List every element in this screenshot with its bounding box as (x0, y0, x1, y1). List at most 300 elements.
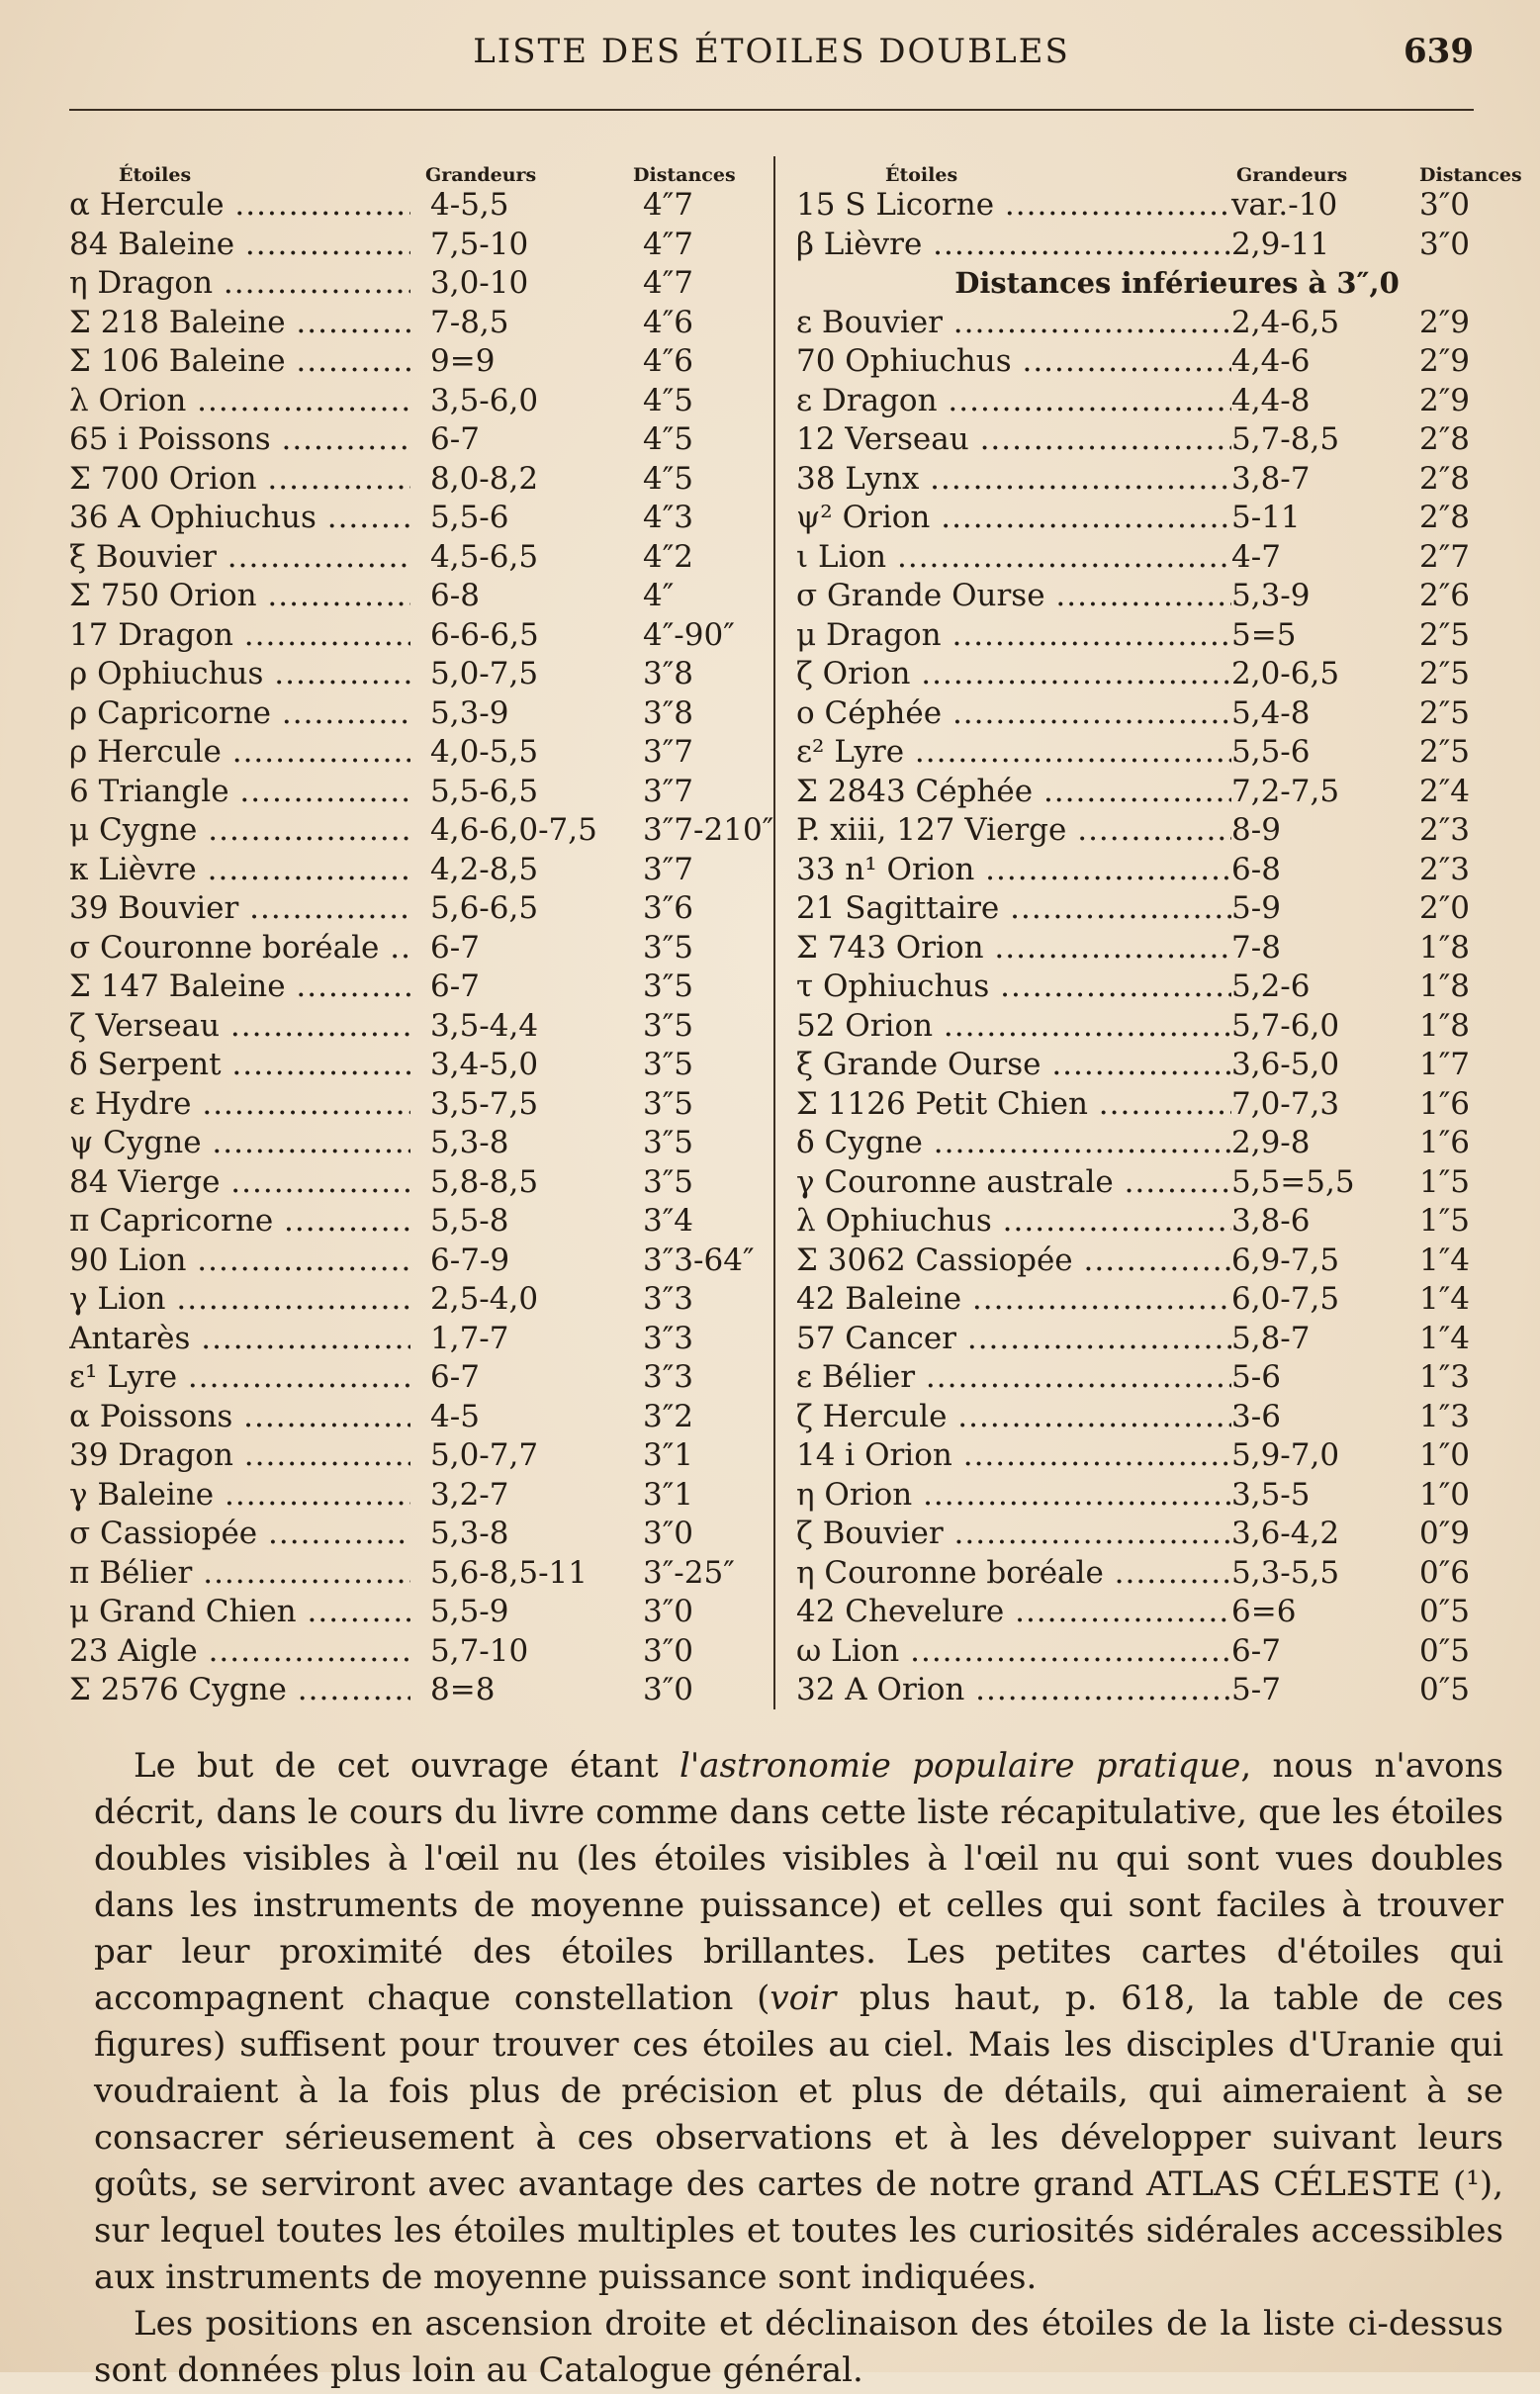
magnitude: 5,3-9 (1231, 578, 1311, 613)
table-row (69, 1007, 762, 1047)
star-name: ξ Bouvier ..... (69, 538, 410, 578)
magnitude: 5-7 (1231, 1672, 1281, 1707)
distance: 4″ (643, 578, 675, 613)
star-name: Σ 750 Orion ..... (69, 577, 410, 616)
star-name: 52 Orion ..... (796, 1007, 1231, 1047)
table-row (69, 264, 762, 304)
magnitude: 3,5-4,4 (430, 1007, 539, 1044)
magnitude: 4,4-8 (1231, 382, 1311, 418)
table-row (796, 1515, 1498, 1554)
table-row (69, 1085, 762, 1125)
table-row (69, 1280, 762, 1320)
table-row (796, 382, 1498, 421)
paragraph-1-end: plus haut, p. 618, la table de ces figures) suffisent pour trouver ces étoiles au ciel. Mais les disciples d'Uranie qui voudraient à la fois plus de précision et plus de détails, qui aimeraient à se consacrer sérieusement à ces observations et à les développer suivant leurs goûts, se serviront avec avantage des cartes de notre grand ATLAS CÉLESTE (¹), sur lequel toutes les étoiles multiples et toutes les curiosités sidérales accessibles aux instruments de moyenne puissance sont indiquées. (94, 1979, 1503, 2297)
star-name: ρ Hercule ..... (69, 733, 410, 773)
distance: 3″3-64″ (643, 1242, 755, 1278)
star-name: 42 Baleine ..... (796, 1280, 1231, 1320)
table-row (69, 889, 762, 929)
table-row (69, 733, 762, 773)
magnitude: 2,9-11 (1231, 226, 1330, 262)
distances-header: Distances (1419, 164, 1522, 186)
magnitude: var.-10 (1231, 187, 1338, 223)
magnitude: 3-6 (1231, 1398, 1281, 1434)
table-row (69, 1554, 762, 1594)
magnitude: 6,9-7,5 (1231, 1242, 1340, 1278)
table-row (796, 1632, 1498, 1672)
star-name: π Bélier ..... (69, 1554, 410, 1594)
paragraph-1-italic-2: voir (770, 1979, 837, 2018)
distance: 3″7-210″ (643, 812, 774, 848)
distance: 3″0 (643, 1632, 694, 1669)
magnitude: 8,0-8,2 (430, 460, 539, 497)
star-name: Σ 147 Baleine ..... (69, 967, 410, 1007)
table-row (796, 1671, 1498, 1710)
table-row (69, 929, 762, 968)
magnitude: 8=8 (430, 1672, 496, 1707)
distance: 3″5 (643, 1047, 694, 1082)
table-row (69, 1124, 762, 1163)
table-row (796, 538, 1498, 578)
star-name: 39 Bouvier ..... (69, 889, 410, 929)
magnitude: 6,0-7,5 (1231, 1281, 1340, 1317)
star-name: ε Bélier ..... (796, 1358, 1231, 1398)
star-name: δ Cygne ..... (796, 1124, 1231, 1163)
distance: 4″5 (643, 421, 694, 457)
distance: 3″7 (643, 773, 694, 809)
star-name: 32 A Orion ..... (796, 1671, 1231, 1710)
table-row (796, 811, 1498, 851)
table-row (69, 342, 762, 382)
star-name: Σ 1126 Petit Chien ..... (796, 1085, 1231, 1125)
magnitude: 6-7 (430, 1359, 480, 1395)
distance: 1″4 (1419, 1242, 1471, 1278)
distance: 0″5 (1419, 1632, 1471, 1669)
star-name: ε² Lyre ..... (796, 733, 1231, 773)
paragraph-1 (94, 1743, 1503, 2301)
magnitude: 2,9-8 (1231, 1125, 1311, 1160)
star-name: ζ Bouvier ..... (796, 1515, 1231, 1554)
distance: 3″1 (643, 1437, 694, 1473)
distance: 1″0 (1419, 1476, 1471, 1513)
magnitude: 4,0-5,5 (430, 734, 539, 770)
table-row (69, 499, 762, 538)
magnitude: 5,3-8 (430, 1516, 509, 1551)
star-name: Antarès ..... (69, 1320, 410, 1359)
distance: 2″5 (1419, 694, 1471, 731)
table-row (69, 851, 762, 890)
column-divider (773, 156, 775, 1709)
magnitude: 2,5-4,0 (430, 1281, 539, 1317)
distance: 3″5 (643, 1007, 694, 1044)
star-name: Σ 218 Baleine ..... (69, 304, 410, 343)
distance: 1″6 (1419, 1085, 1471, 1122)
table-row (69, 811, 774, 851)
magnitudes-header: Grandeurs (425, 164, 537, 186)
magnitude: 4-7 (1231, 538, 1281, 575)
star-name: γ Lion ..... (69, 1280, 410, 1320)
magnitude: 6-7-9 (430, 1242, 510, 1278)
table-row (69, 538, 762, 578)
page-header (69, 32, 1474, 71)
table-row (69, 420, 762, 460)
star-name: μ Grand Chien ..... (69, 1593, 410, 1632)
paragraph-1-middle: , nous n'avons décrit, dans le cours du livre comme dans cette liste récapitulative, que les étoiles doubles visibles à l'œil nu (les étoiles visibles à l'œil nu qui sont vues doubles dans les instruments de moyenne puissance) et celles qui sont faciles à trouver par leur proximité des étoiles brillantes. Les petites cartes d'étoiles qui accompagnent chaque constellation ( (94, 1746, 1503, 2018)
star-name: Σ 2843 Céphée ..... (796, 773, 1231, 812)
magnitude: 5,5-6 (430, 500, 509, 535)
right-table-header (796, 156, 1522, 186)
paragraph-1-start: Le but de cet ouvrage étant (134, 1746, 679, 1786)
star-name: 65 i Poissons ..... (69, 420, 410, 460)
table-row (69, 616, 762, 656)
table-row (69, 1163, 762, 1203)
table-row (796, 967, 1498, 1007)
table-row (69, 773, 762, 812)
star-name: 57 Cancer ..... (796, 1320, 1231, 1359)
table-row (796, 1320, 1498, 1359)
magnitude: 2,0-6,5 (1231, 656, 1340, 691)
table-row (69, 1320, 762, 1359)
magnitude: 5,6-6,5 (430, 890, 539, 926)
star-name: ζ Orion ..... (796, 655, 1231, 694)
magnitude: 5,7-8,5 (1231, 421, 1340, 457)
star-name: ω Lion ..... (796, 1632, 1231, 1672)
magnitude: 6-8 (430, 578, 480, 613)
star-name: 84 Vierge ..... (69, 1163, 410, 1203)
table-row (69, 1242, 762, 1281)
table-row (796, 929, 1498, 968)
magnitude: 7-8,5 (430, 304, 509, 340)
distance: 3″1 (643, 1476, 694, 1513)
star-name: 39 Dragon ..... (69, 1436, 410, 1476)
star-name: ε Bouvier ..... (796, 304, 1231, 343)
star-name: η Orion ..... (796, 1476, 1231, 1516)
magnitude: 5,5=5,5 (1231, 1163, 1355, 1200)
distance: 1″8 (1419, 968, 1471, 1004)
star-name: 6 Triangle ..... (69, 773, 410, 812)
table-row (69, 1515, 762, 1554)
star-name: 84 Baleine ..... (69, 226, 410, 265)
table-row (796, 1163, 1498, 1203)
distance: 3″7 (643, 851, 694, 887)
magnitude: 6-7 (430, 968, 480, 1004)
star-name: μ Dragon ..... (796, 616, 1231, 656)
star-name: 36 A Ophiuchus ..... (69, 499, 410, 538)
running-title: LISTE DES ÉTOILES DOUBLES (473, 32, 1070, 71)
magnitude: 5,7-6,0 (1231, 1007, 1340, 1044)
distance: 0″5 (1419, 1672, 1471, 1707)
table-row (796, 460, 1498, 500)
magnitude: 4-5 (430, 1398, 480, 1434)
table-row (69, 304, 762, 343)
distance: 4″5 (643, 460, 694, 497)
distance: 2″9 (1419, 304, 1471, 340)
star-name: κ Lièvre ..... (69, 851, 410, 890)
star-name: ψ² Orion ..... (796, 499, 1231, 538)
magnitude: 3,5-5 (1231, 1476, 1311, 1513)
body-text (94, 1743, 1503, 2394)
distance: 3″5 (643, 929, 694, 966)
distance: 3″-25″ (643, 1554, 735, 1591)
distance: 3″0 (1419, 226, 1471, 262)
table-row (796, 1242, 1498, 1281)
distance: 0″6 (1419, 1554, 1471, 1591)
table-row (796, 733, 1498, 773)
distance: 3″5 (643, 1163, 694, 1200)
table-row (69, 1358, 762, 1398)
distance: 1″3 (1419, 1359, 1471, 1395)
star-name: 12 Verseau ..... (796, 420, 1231, 460)
magnitudes-header: Grandeurs (1236, 164, 1348, 186)
table-row (69, 1398, 762, 1437)
distance: 2″3 (1419, 851, 1471, 887)
star-name: 23 Aigle ..... (69, 1632, 410, 1672)
magnitude: 4-5,5 (430, 187, 509, 223)
magnitude: 5,5-8 (430, 1203, 509, 1239)
table-row (69, 577, 762, 616)
table-row (796, 1398, 1498, 1437)
distance: 3″8 (643, 694, 694, 731)
magnitude: 7-8 (1231, 929, 1281, 966)
star-name: λ Ophiuchus ..... (796, 1202, 1231, 1242)
double-stars-tables (69, 156, 1522, 1719)
magnitude: 3,6-5,0 (1231, 1047, 1340, 1082)
magnitude: 9=9 (430, 343, 496, 379)
magnitude: 3,4-5,0 (430, 1047, 539, 1082)
magnitude: 5,9-7,0 (1231, 1437, 1340, 1473)
star-name: P. xiii, 127 Vierge ..... (796, 811, 1231, 851)
star-name: ο Céphée ..... (796, 694, 1231, 734)
star-name: Σ 2576 Cygne ..... (69, 1671, 410, 1710)
magnitude: 3,6-4,2 (1231, 1516, 1340, 1551)
distance: 3″5 (643, 1085, 694, 1122)
stars-header: Étoiles (885, 164, 958, 186)
magnitude: 5-11 (1231, 500, 1301, 535)
magnitude: 3,2-7 (430, 1476, 509, 1513)
star-name: δ Serpent ..... (69, 1046, 410, 1085)
star-name: 38 Lynx ..... (796, 460, 1231, 500)
magnitude: 5,0-7,5 (430, 656, 539, 691)
table-row (796, 1124, 1498, 1163)
table-row (796, 1007, 1498, 1047)
table-row (796, 694, 1498, 734)
distance: 2″9 (1419, 343, 1471, 379)
table-row (796, 577, 1498, 616)
distance: 2″0 (1419, 890, 1471, 926)
distance: 3″5 (643, 1125, 694, 1160)
table-row (796, 1085, 1498, 1125)
table-row (796, 1046, 1498, 1085)
star-name: σ Cassiopée ..... (69, 1515, 410, 1554)
magnitude: 4,5-6,5 (430, 538, 539, 575)
distance: 2″4 (1419, 773, 1471, 809)
distance: 2″6 (1419, 578, 1471, 613)
distances-header: Distances (633, 164, 736, 186)
table-row (796, 773, 1498, 812)
star-name: τ Ophiuchus ..... (796, 967, 1231, 1007)
magnitude: 5,5-6 (1231, 734, 1311, 770)
table-row (796, 1476, 1498, 1516)
star-name: ε Hydre ..... (69, 1085, 410, 1125)
distance: 3″5 (643, 968, 694, 1004)
magnitude: 5,7-10 (430, 1632, 529, 1669)
distance: 4″2 (643, 538, 694, 575)
magnitude: 4,2-8,5 (430, 851, 539, 887)
paragraph-2: Les positions en ascension droite et déclinaison des étoiles de la liste ci-dessus sont données plus loin au Catalogue général. (94, 2304, 1503, 2390)
magnitude: 5,2-6 (1231, 968, 1311, 1004)
magnitude: 3,0-10 (430, 265, 529, 301)
distance: 4″6 (643, 343, 694, 379)
table-row (796, 1554, 1498, 1594)
star-name: ζ Verseau ..... (69, 1007, 410, 1047)
magnitude: 4,4-6 (1231, 343, 1311, 379)
star-name: 15 S Licorne ..... (796, 186, 1231, 226)
star-name: α Poissons ..... (69, 1398, 410, 1437)
star-name: Σ 700 Orion ..... (69, 460, 410, 500)
distance: 3″8 (643, 656, 694, 691)
magnitude: 3,8-7 (1231, 460, 1311, 497)
distance: 2″7 (1419, 538, 1471, 575)
magnitude: 5,8-7 (1231, 1320, 1311, 1356)
distance: 1″5 (1419, 1203, 1471, 1239)
distance: 3″0 (643, 1516, 694, 1551)
distance: 3″6 (643, 890, 694, 926)
distance: 2″5 (1419, 616, 1471, 653)
table-row (796, 1436, 1498, 1476)
distance: 3″3 (643, 1281, 694, 1317)
star-name: σ Couronne boréale ..... (69, 929, 410, 968)
magnitude: 7,2-7,5 (1231, 773, 1340, 809)
table-row (796, 304, 1498, 343)
magnitude: 6=6 (1231, 1594, 1297, 1629)
star-name: π Capricorne ..... (69, 1202, 410, 1242)
magnitude: 8-9 (1231, 812, 1281, 848)
magnitude: 6-7 (1231, 1632, 1281, 1669)
magnitude: 5,5-6,5 (430, 773, 539, 809)
distance: 4″5 (643, 382, 694, 418)
distance: 2″8 (1419, 421, 1471, 457)
table-row (69, 655, 762, 694)
distance: 4″6 (643, 304, 694, 340)
table-row (796, 851, 1498, 890)
distance: 2″9 (1419, 382, 1471, 418)
table-row (69, 382, 762, 421)
magnitude: 6-6-6,5 (430, 616, 539, 653)
distance: 1″8 (1419, 929, 1471, 966)
table-row (69, 694, 762, 734)
magnitude: 3,8-6 (1231, 1203, 1311, 1239)
magnitude: 5-9 (1231, 890, 1281, 926)
magnitude: 6-8 (1231, 851, 1281, 887)
star-name: 21 Sagittaire ..... (796, 889, 1231, 929)
left-table (69, 156, 774, 1710)
magnitude: 6-7 (430, 421, 480, 457)
distance: 1″3 (1419, 1398, 1471, 1434)
table-row (69, 226, 762, 265)
table-row (796, 1593, 1498, 1632)
distance: 2″5 (1419, 734, 1471, 770)
magnitude: 5=5 (1231, 616, 1297, 653)
table-row (69, 1046, 762, 1085)
magnitude: 1,7-7 (430, 1320, 509, 1356)
magnitude: 5,3-5,5 (1231, 1554, 1340, 1591)
magnitude: 5,6-8,5-11 (430, 1554, 588, 1591)
star-name: ψ Cygne ..... (69, 1124, 410, 1163)
distance: 3″0 (643, 1594, 694, 1629)
star-name: α Hercule ..... (69, 186, 410, 226)
star-name: Σ 743 Orion ..... (796, 929, 1231, 968)
star-name: ε Dragon ..... (796, 382, 1231, 421)
star-name: σ Grande Ourse ..... (796, 577, 1231, 616)
table-row (69, 186, 762, 226)
star-name: Σ 3062 Cassiopée ..... (796, 1242, 1231, 1281)
distance: 3″7 (643, 734, 694, 770)
table-row (796, 889, 1498, 929)
distance: 2″5 (1419, 656, 1471, 691)
distance: 1″0 (1419, 1437, 1471, 1473)
star-name: 90 Lion ..... (69, 1242, 410, 1281)
distance: 4″-90″ (643, 616, 735, 653)
table-row (796, 499, 1498, 538)
distance: 1″4 (1419, 1281, 1471, 1317)
distance: 4″7 (643, 265, 694, 301)
magnitude: 5,5-9 (430, 1594, 509, 1629)
distance: 4″3 (643, 500, 694, 535)
star-name: λ Orion ..... (69, 382, 410, 421)
table-row (69, 1476, 762, 1516)
table-row (796, 420, 1498, 460)
magnitude: 2,4-6,5 (1231, 304, 1340, 340)
paragraph-1-italic-1: l'astronomie populaire pratique (679, 1746, 1241, 1786)
right-table (796, 156, 1522, 1710)
magnitude: 5,3-9 (430, 694, 509, 731)
table-row (796, 186, 1498, 226)
distance: 3″3 (643, 1320, 694, 1356)
star-name: γ Couronne australe ..... (796, 1163, 1231, 1203)
star-name: ρ Ophiuchus ..... (69, 655, 410, 694)
star-name: η Couronne boréale ..... (796, 1554, 1231, 1594)
distance: 1″7 (1419, 1047, 1471, 1082)
star-name: Σ 106 Baleine ..... (69, 342, 410, 382)
distance: 1″6 (1419, 1125, 1471, 1160)
left-table-header (69, 156, 762, 186)
star-name: ξ Grande Ourse ..... (796, 1046, 1231, 1085)
star-name: 17 Dragon ..... (69, 616, 410, 656)
star-name: ι Lion ..... (796, 538, 1231, 578)
distance: 3″0 (1419, 187, 1471, 223)
table-row (69, 967, 762, 1007)
star-name: γ Baleine ..... (69, 1476, 410, 1516)
stars-header: Étoiles (119, 164, 192, 186)
table-row (69, 1436, 762, 1476)
magnitude: 5,0-7,7 (430, 1437, 539, 1473)
star-name: ζ Hercule ..... (796, 1398, 1231, 1437)
star-name: μ Cygne ..... (69, 811, 410, 851)
distance: 3″0 (643, 1672, 694, 1707)
header-rule (69, 109, 1474, 111)
distance: 0″9 (1419, 1516, 1471, 1551)
distance: 2″3 (1419, 812, 1471, 848)
table-row (69, 1202, 762, 1242)
table-row (69, 460, 762, 500)
magnitude: 5,4-8 (1231, 694, 1311, 731)
distance: 1″5 (1419, 1163, 1471, 1200)
table-row (69, 1593, 762, 1632)
distance: 3″4 (643, 1203, 694, 1239)
table-row (69, 1671, 762, 1710)
distance: 2″8 (1419, 500, 1471, 535)
distance: 3″2 (643, 1398, 694, 1434)
page-number: 639 (1404, 32, 1474, 71)
